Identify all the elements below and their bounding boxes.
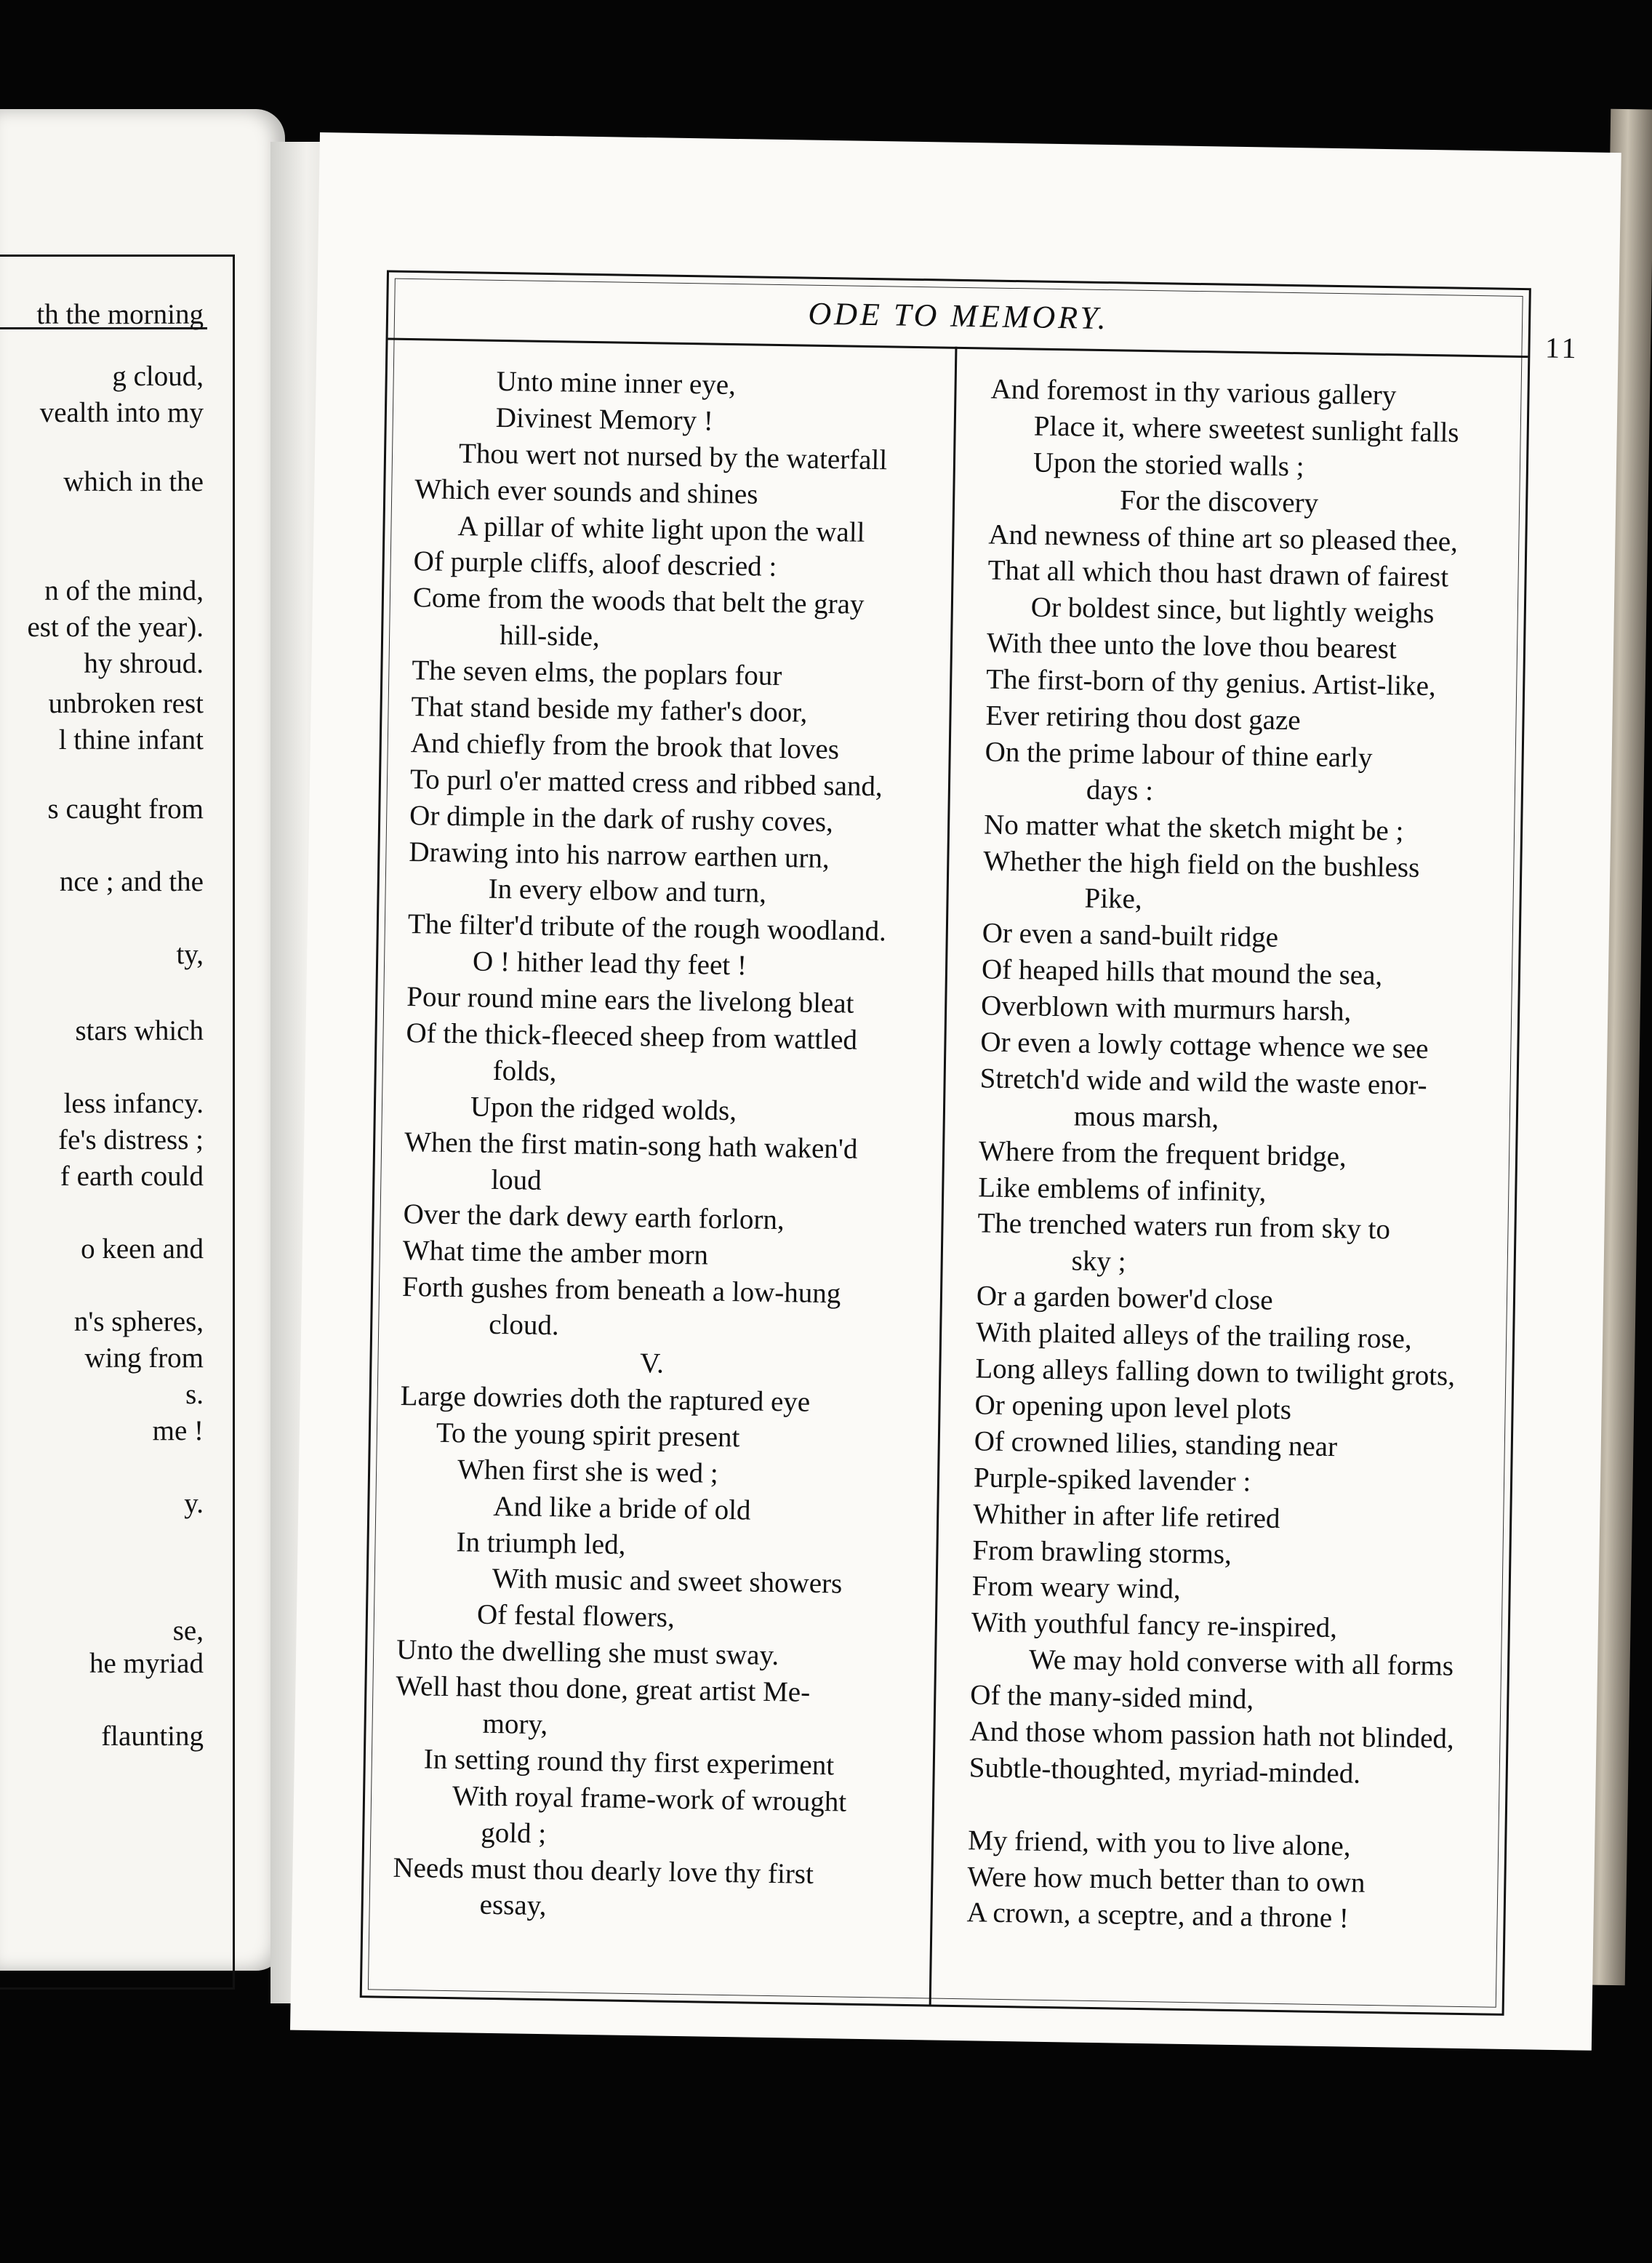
poem-line: The trenched waters run from sky to: [977, 1207, 1391, 1246]
left-page-line: he myriad: [89, 1648, 204, 1679]
poem-line: That stand beside my father's door,: [411, 691, 808, 729]
left-page-line: g cloud,: [112, 361, 204, 392]
poem-line: Or a garden bower'd close: [976, 1280, 1273, 1317]
poem-line: Upon the storied walls ;: [1032, 446, 1304, 483]
poem-line: And foremost in thy various gallery: [990, 373, 1397, 412]
poem-line: Of the thick-fleeced sheep from wattled: [406, 1017, 858, 1056]
poem-line: cloud.: [488, 1309, 560, 1342]
poem-line: Of heaped hills that mound the sea,: [981, 953, 1383, 992]
poem-line: In setting round thy first experiment: [423, 1743, 835, 1782]
poem-line: Over the dark dewy earth forlorn,: [403, 1198, 785, 1236]
poem-line: Forth gushes from beneath a low-hung: [401, 1271, 841, 1310]
left-page-line: f earth could: [60, 1161, 204, 1192]
left-page-line: l thine infant: [58, 724, 204, 756]
poem-line: The first-born of thy genius. Artist-like,: [985, 663, 1437, 702]
poem-line: My friend, with you to live alone,: [967, 1824, 1351, 1862]
poem-line: Like emblems of infinity,: [977, 1171, 1267, 1208]
left-page-line: y.: [184, 1488, 204, 1519]
poem-line: Whether the high field on the bushless: [983, 845, 1420, 884]
poem-line: Subtle-thoughted, myriad-minded.: [969, 1752, 1361, 1790]
left-page-line: ty,: [176, 939, 204, 970]
poem-line: From weary wind,: [971, 1570, 1182, 1606]
poem-line: Overblown with murmurs harsh,: [980, 990, 1352, 1028]
poem-line: We may hold converse with all forms: [1028, 1643, 1454, 1682]
left-page-line: unbroken rest: [48, 688, 204, 719]
poem-line: A crown, a sceptre, and a throne !: [966, 1896, 1350, 1934]
poem-line: days :: [1086, 774, 1154, 806]
poem-line: Long alleys falling down to twilight grots,: [975, 1353, 1456, 1392]
left-page-line: fe's distress ;: [58, 1124, 204, 1155]
poem-line: In triumph led,: [456, 1526, 626, 1561]
poem-line: Purple-spiked lavender :: [973, 1462, 1251, 1498]
poem-line: And like a bride of old: [493, 1490, 751, 1526]
poem-line: Of crowned lilies, standing near: [974, 1425, 1338, 1463]
poem-line: When first she is wed ;: [457, 1453, 718, 1489]
poem-line: And newness of thine art so pleased thee,: [988, 518, 1459, 558]
poem-line: The filter'd tribute of the rough woodland.: [407, 908, 887, 948]
poem-line: What time the amber morn: [402, 1235, 709, 1271]
poem-line: folds,: [492, 1054, 557, 1088]
poem-line: To the young spirit present: [436, 1417, 740, 1454]
poem-line: With youthful fancy re-inspired,: [971, 1606, 1338, 1644]
poem-line: With plaited alleys of the trailing rose,: [975, 1316, 1412, 1355]
left-page-line: n of the mind,: [44, 575, 204, 606]
left-page-line: which in the: [63, 466, 204, 497]
poem-line: Of the many-sided mind,: [970, 1679, 1254, 1715]
left-page-line: s caught from: [47, 793, 204, 825]
poem-column-left: [363, 362, 947, 1931]
poem-line: mory,: [482, 1707, 548, 1741]
poem-line: Where from the frequent bridge,: [978, 1135, 1347, 1173]
poem-line: essay,: [479, 1889, 547, 1922]
text-frame: [360, 270, 1579, 2015]
right-page: [290, 132, 1621, 2051]
poem-line: On the prime labour of thine early: [985, 736, 1373, 774]
left-page-line: hy shroud.: [84, 648, 204, 679]
left-page-line: wing from: [84, 1342, 204, 1374]
poem-line: Of festal flowers,: [476, 1598, 675, 1634]
poem-line: To purl o'er matted cress and ribbed sand,: [409, 763, 883, 803]
left-page-line: flaunting: [101, 1721, 204, 1752]
poem-line: Or boldest since, but lightly weighs: [1030, 591, 1435, 630]
poem-line: Drawing into his narrow earthen urn,: [409, 836, 830, 874]
left-page-line: me !: [152, 1415, 204, 1446]
left-page-line: less infancy.: [63, 1088, 204, 1119]
poem-line: sky ;: [1071, 1245, 1126, 1278]
poem-line: mous marsh,: [1073, 1100, 1219, 1134]
poem-line: V.: [639, 1347, 665, 1379]
poem-line: hill-side,: [499, 620, 601, 653]
poem-line: Large dowries doth the raptured eye: [400, 1379, 811, 1418]
left-page: [0, 109, 285, 1971]
poem-line: Pike,: [1084, 883, 1143, 916]
poem-line: For the discovery: [1119, 484, 1319, 519]
poem-line: With royal frame-work of wrought: [452, 1779, 847, 1818]
poem-line: Pour round mine ears the livelong bleat: [406, 981, 854, 1020]
left-page-line: nce ; and the: [59, 866, 204, 897]
poem-line: The seven elms, the poplars four: [412, 654, 782, 692]
poem-line: Ever retiring thou dost gaze: [985, 700, 1302, 737]
poem-line: And chiefly from the brook that loves: [410, 726, 840, 766]
poem-line: Or even a sand-built ridge: [982, 917, 1279, 954]
poem-line: When the first matin-song hath waken'd: [404, 1126, 858, 1165]
left-page-line: stars which: [75, 1015, 204, 1046]
poem-line: Upon the ridged wolds,: [470, 1091, 737, 1126]
page-number: 11: [1544, 331, 1579, 365]
poem-line: gold ;: [480, 1817, 547, 1849]
poem-line: Or opening upon level plots: [974, 1389, 1292, 1426]
poem-line: Stretch'd wide and wild the waste enor-: [979, 1062, 1427, 1101]
poem-line: That all which thou hast drawn of fairest: [987, 554, 1449, 593]
poem-line: A pillar of white light upon the wall: [457, 510, 865, 548]
poem-line: Whither in after life retired: [972, 1497, 1280, 1534]
poem-line: With thee unto the love thou bearest: [986, 627, 1398, 665]
poem-line: From brawling storms,: [972, 1534, 1232, 1570]
poem-line: Were how much better than to own: [967, 1860, 1366, 1899]
poem-line: Unto mine inner eye,: [496, 365, 737, 401]
poem-line: In every elbow and turn,: [488, 873, 767, 910]
poem-line: Of purple cliffs, aloof descried :: [413, 545, 777, 583]
poem-line: No matter what the sketch might be ;: [983, 809, 1404, 847]
left-page-line: vealth into my: [39, 397, 204, 428]
poem-line: Which ever sounds and shines: [414, 473, 758, 510]
left-page-line: est of the year).: [27, 612, 204, 643]
left-page-line: se,: [172, 1615, 204, 1646]
poem-line: Thou wert not nursed by the waterfall: [458, 437, 888, 476]
poem-line: Come from the woods that belt the gray: [412, 582, 865, 621]
left-page-line: o keen and: [81, 1233, 204, 1265]
poem-line: O ! hither lead thy feet !: [472, 945, 747, 982]
left-page-line: th the morning: [36, 299, 204, 330]
poem-line: loud: [491, 1163, 542, 1196]
poem-line: With music and sweet showers: [492, 1563, 843, 1600]
poem-line: Divinest Memory !: [495, 401, 714, 437]
poem-line: Or dimple in the dark of rushy coves,: [409, 799, 834, 838]
poem-line: Needs must thou dearly love thy first: [393, 1851, 814, 1890]
poem-line: Unto the dwelling she must sway.: [396, 1634, 779, 1672]
poem-line: Place it, where sweetest sunlight falls: [1033, 410, 1459, 449]
left-page-line: s.: [185, 1379, 204, 1410]
running-head: ODE TO MEMORY.: [808, 295, 1110, 337]
poem-line: And those whom passion hath not blinded,: [969, 1715, 1455, 1755]
poem-column-right: [937, 371, 1522, 1939]
left-page-line: n's spheres,: [73, 1306, 204, 1337]
poem-line: Or even a lowly cottage whence we see: [980, 1026, 1429, 1065]
poem-line: Well hast thou done, great artist Me-: [396, 1670, 811, 1708]
